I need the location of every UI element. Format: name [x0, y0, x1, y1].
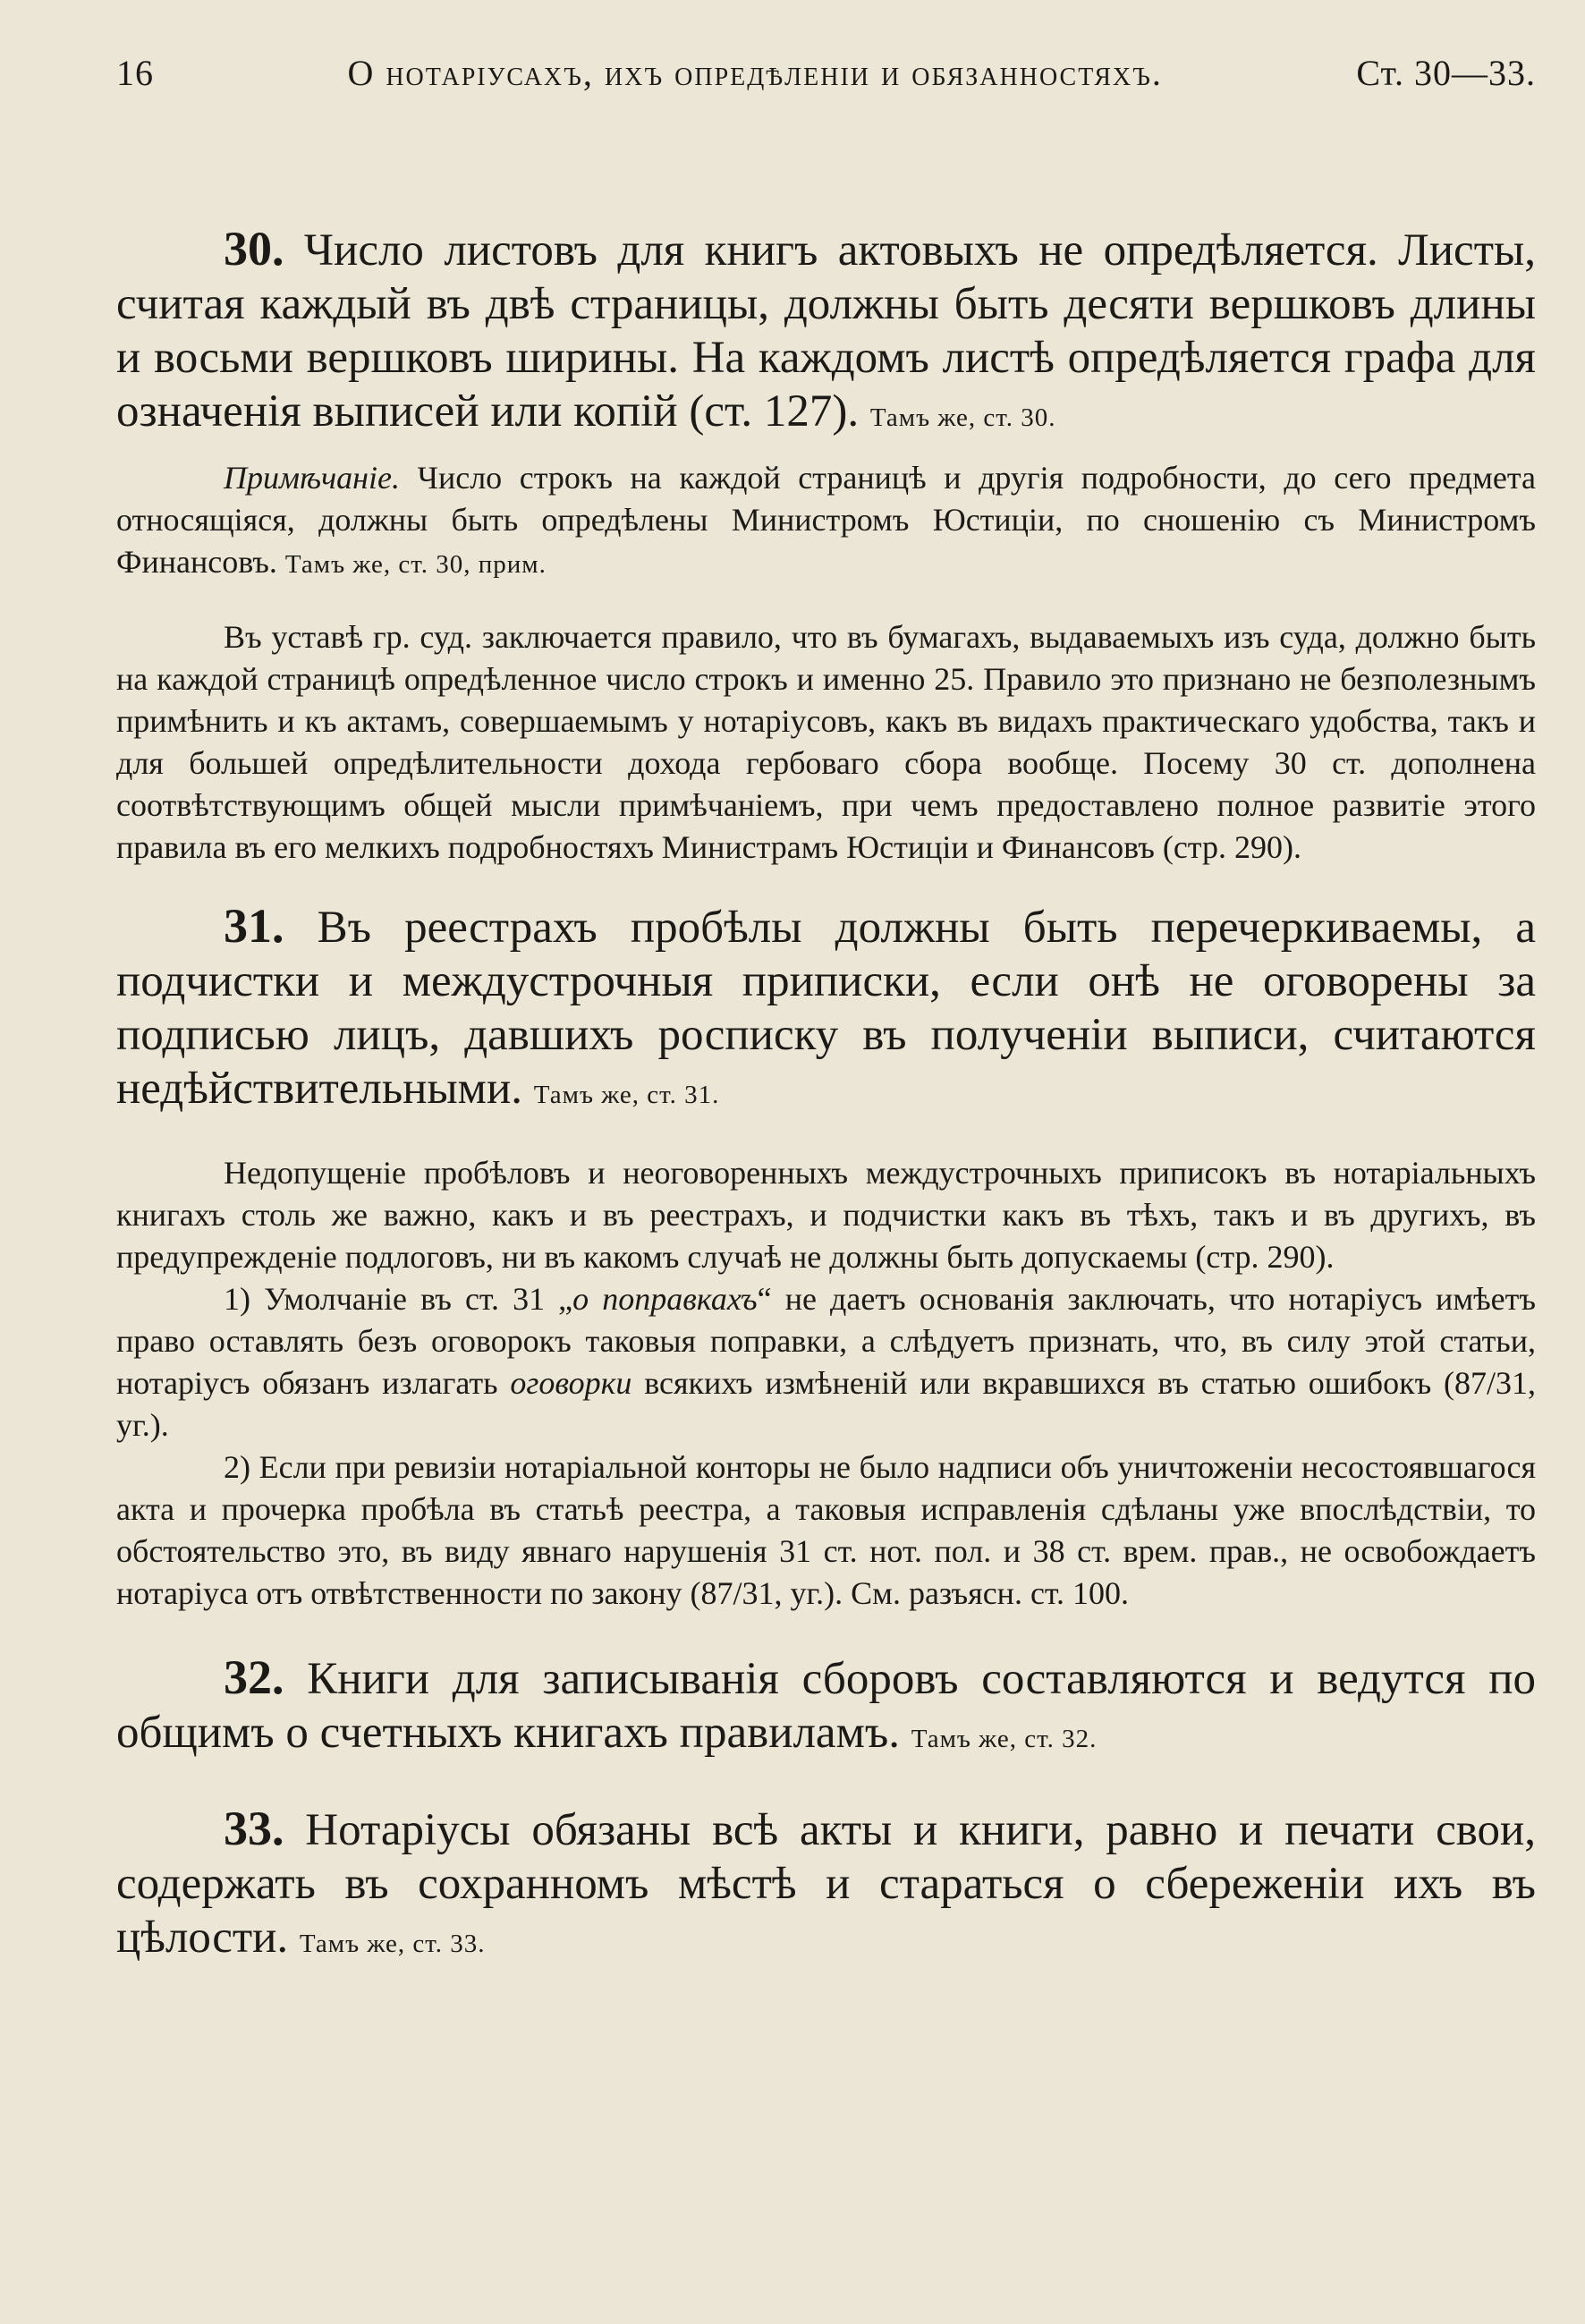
- article-31-point-1: [116, 1278, 1536, 1446]
- article-30-commentary: Въ уставѣ гр. суд. заключается правило, что въ бумагахъ, выдаваемыхъ изъ суда, должно быть на каждой страницѣ опредѣленное число строкъ и именно 25. Правило это признано не безполезнымъ примѣнить и къ актамъ, совершаемымъ у нотаріусовъ, какъ въ видахъ практическаго удобства, такъ и для большей опредѣлительности дохода гербоваго сбора вообще. Посему 30 ст. дополнена соотвѣтствующимъ общей мысли примѣчаніемъ, при чемъ предоставлено полное развитіе этого правила въ его мелкихъ подробностяхъ Министрамъ Юстиціи и Финансовъ (стр. 290).: [116, 619, 1536, 865]
- source-reference: Тамъ же, ст. 30.: [869, 403, 1056, 432]
- note-label: Примѣчаніе.: [224, 460, 400, 496]
- source-reference: Тамъ же, ст. 33.: [299, 1930, 486, 1958]
- note-text: Число строкъ на каждой страницѣ и другія подробности, до сего предмета относящіяся, должны быть опредѣлены Министромъ Юстиціи, по сношенію съ Министромъ Финансовъ.: [116, 460, 1537, 580]
- emphasis: о поправкахъ: [572, 1281, 758, 1317]
- page-number: 16: [116, 53, 154, 93]
- article-30-text: [116, 222, 1536, 445]
- article-32-text: [116, 1650, 1536, 1766]
- article-33: [116, 1802, 1536, 1971]
- article-number: 32.: [224, 1650, 284, 1704]
- article-body: Книги для записыванія сборовъ составляются и ведутся по общимъ о счетныхъ книгахъ правиламъ.: [116, 1654, 1536, 1758]
- article-31-point-2: 2) Если при ревизіи нотаріальной конторы не было надписи объ уничтоженіи несостоявшагося акта и прочерка пробѣла въ статьѣ реестра, а таковыя исправленія сдѣланы уже впослѣдствіи, то обстоятельство это, въ виду явнаго нарушенія 31 ст. нот. пол. и 38 ст. врем. прав., не освобождаетъ нотаріуса отъ отвѣтственности по закону (87/31, уг.). См. разъясн. ст. 100.: [116, 1449, 1536, 1611]
- emphasis: оговорки: [510, 1365, 632, 1401]
- article-number: 30.: [224, 222, 284, 276]
- note-reference: Тамъ же, ст. 30, прим.: [284, 550, 547, 579]
- article-32: [116, 1650, 1536, 1766]
- article-33-text: [116, 1802, 1536, 1971]
- source-reference: Тамъ же, ст. 31.: [533, 1081, 720, 1109]
- article-body: Число листовъ для книгъ актовыхъ не опредѣляется. Листы, считая каждый въ двѣ страницы, должны быть десяти вершковъ длины и восьми вершковъ ширины. На каждомъ листѣ опредѣляется графа для означенія выписей или копій (ст. 127).: [116, 225, 1536, 437]
- article-body: Въ реестрахъ пробѣлы должны быть перечеркиваемы, а подчистки и междустрочныя приписки, если онѣ не оговорены за подписью лицъ, давшихъ росписку въ полученіи выписи, считаются недѣйствительными.: [116, 903, 1536, 1114]
- article-31-commentary: Недопущеніе пробѣловъ и неоговоренныхъ междустрочныхъ приписокъ въ нотаріальныхъ книгахъ столь же важно, какъ и въ реестрахъ, и подчистки какъ въ тѣхъ, такъ и въ другихъ, въ предупрежденіе подлоговъ, ни въ какомъ случаѣ не должны быть допускаемы (стр. 290).: [116, 1155, 1536, 1275]
- article-number: 31.: [224, 899, 284, 953]
- point-text: “ не даетъ основанія заключать, что нотаріусъ имѣетъ право оставлять безъ оговорокъ таковыя поправки, а слѣдуетъ признать, что, въ силу этой статьи, нотаріусъ обязанъ излагать: [116, 1281, 1536, 1401]
- article-31-text: [116, 899, 1536, 1122]
- article-number: 33.: [224, 1802, 284, 1855]
- article-30: [116, 222, 1536, 869]
- article-30-note: [116, 457, 1536, 586]
- article-body: Нотаріусы обязаны всѣ акты и книги, равно и печати свои, содержать въ сохранномъ мѣстѣ и стараться о сбереженіи ихъ въ цѣлости.: [116, 1805, 1536, 1963]
- point-text: всякихъ измѣненій или вкравшихся въ статью ошибокъ (87/31, уг.).: [116, 1365, 1536, 1443]
- article-range: Ст. 30—33.: [1356, 53, 1536, 93]
- source-reference: Тамъ же, ст. 32.: [911, 1725, 1098, 1753]
- article-31: [116, 899, 1536, 1615]
- running-header: [116, 52, 1536, 106]
- running-title: О нотаріусахъ, ихъ опредѣленіи и обязанностяхъ.: [347, 53, 1163, 93]
- point-text: 1) Умолчаніе въ ст. 31 „: [224, 1281, 573, 1317]
